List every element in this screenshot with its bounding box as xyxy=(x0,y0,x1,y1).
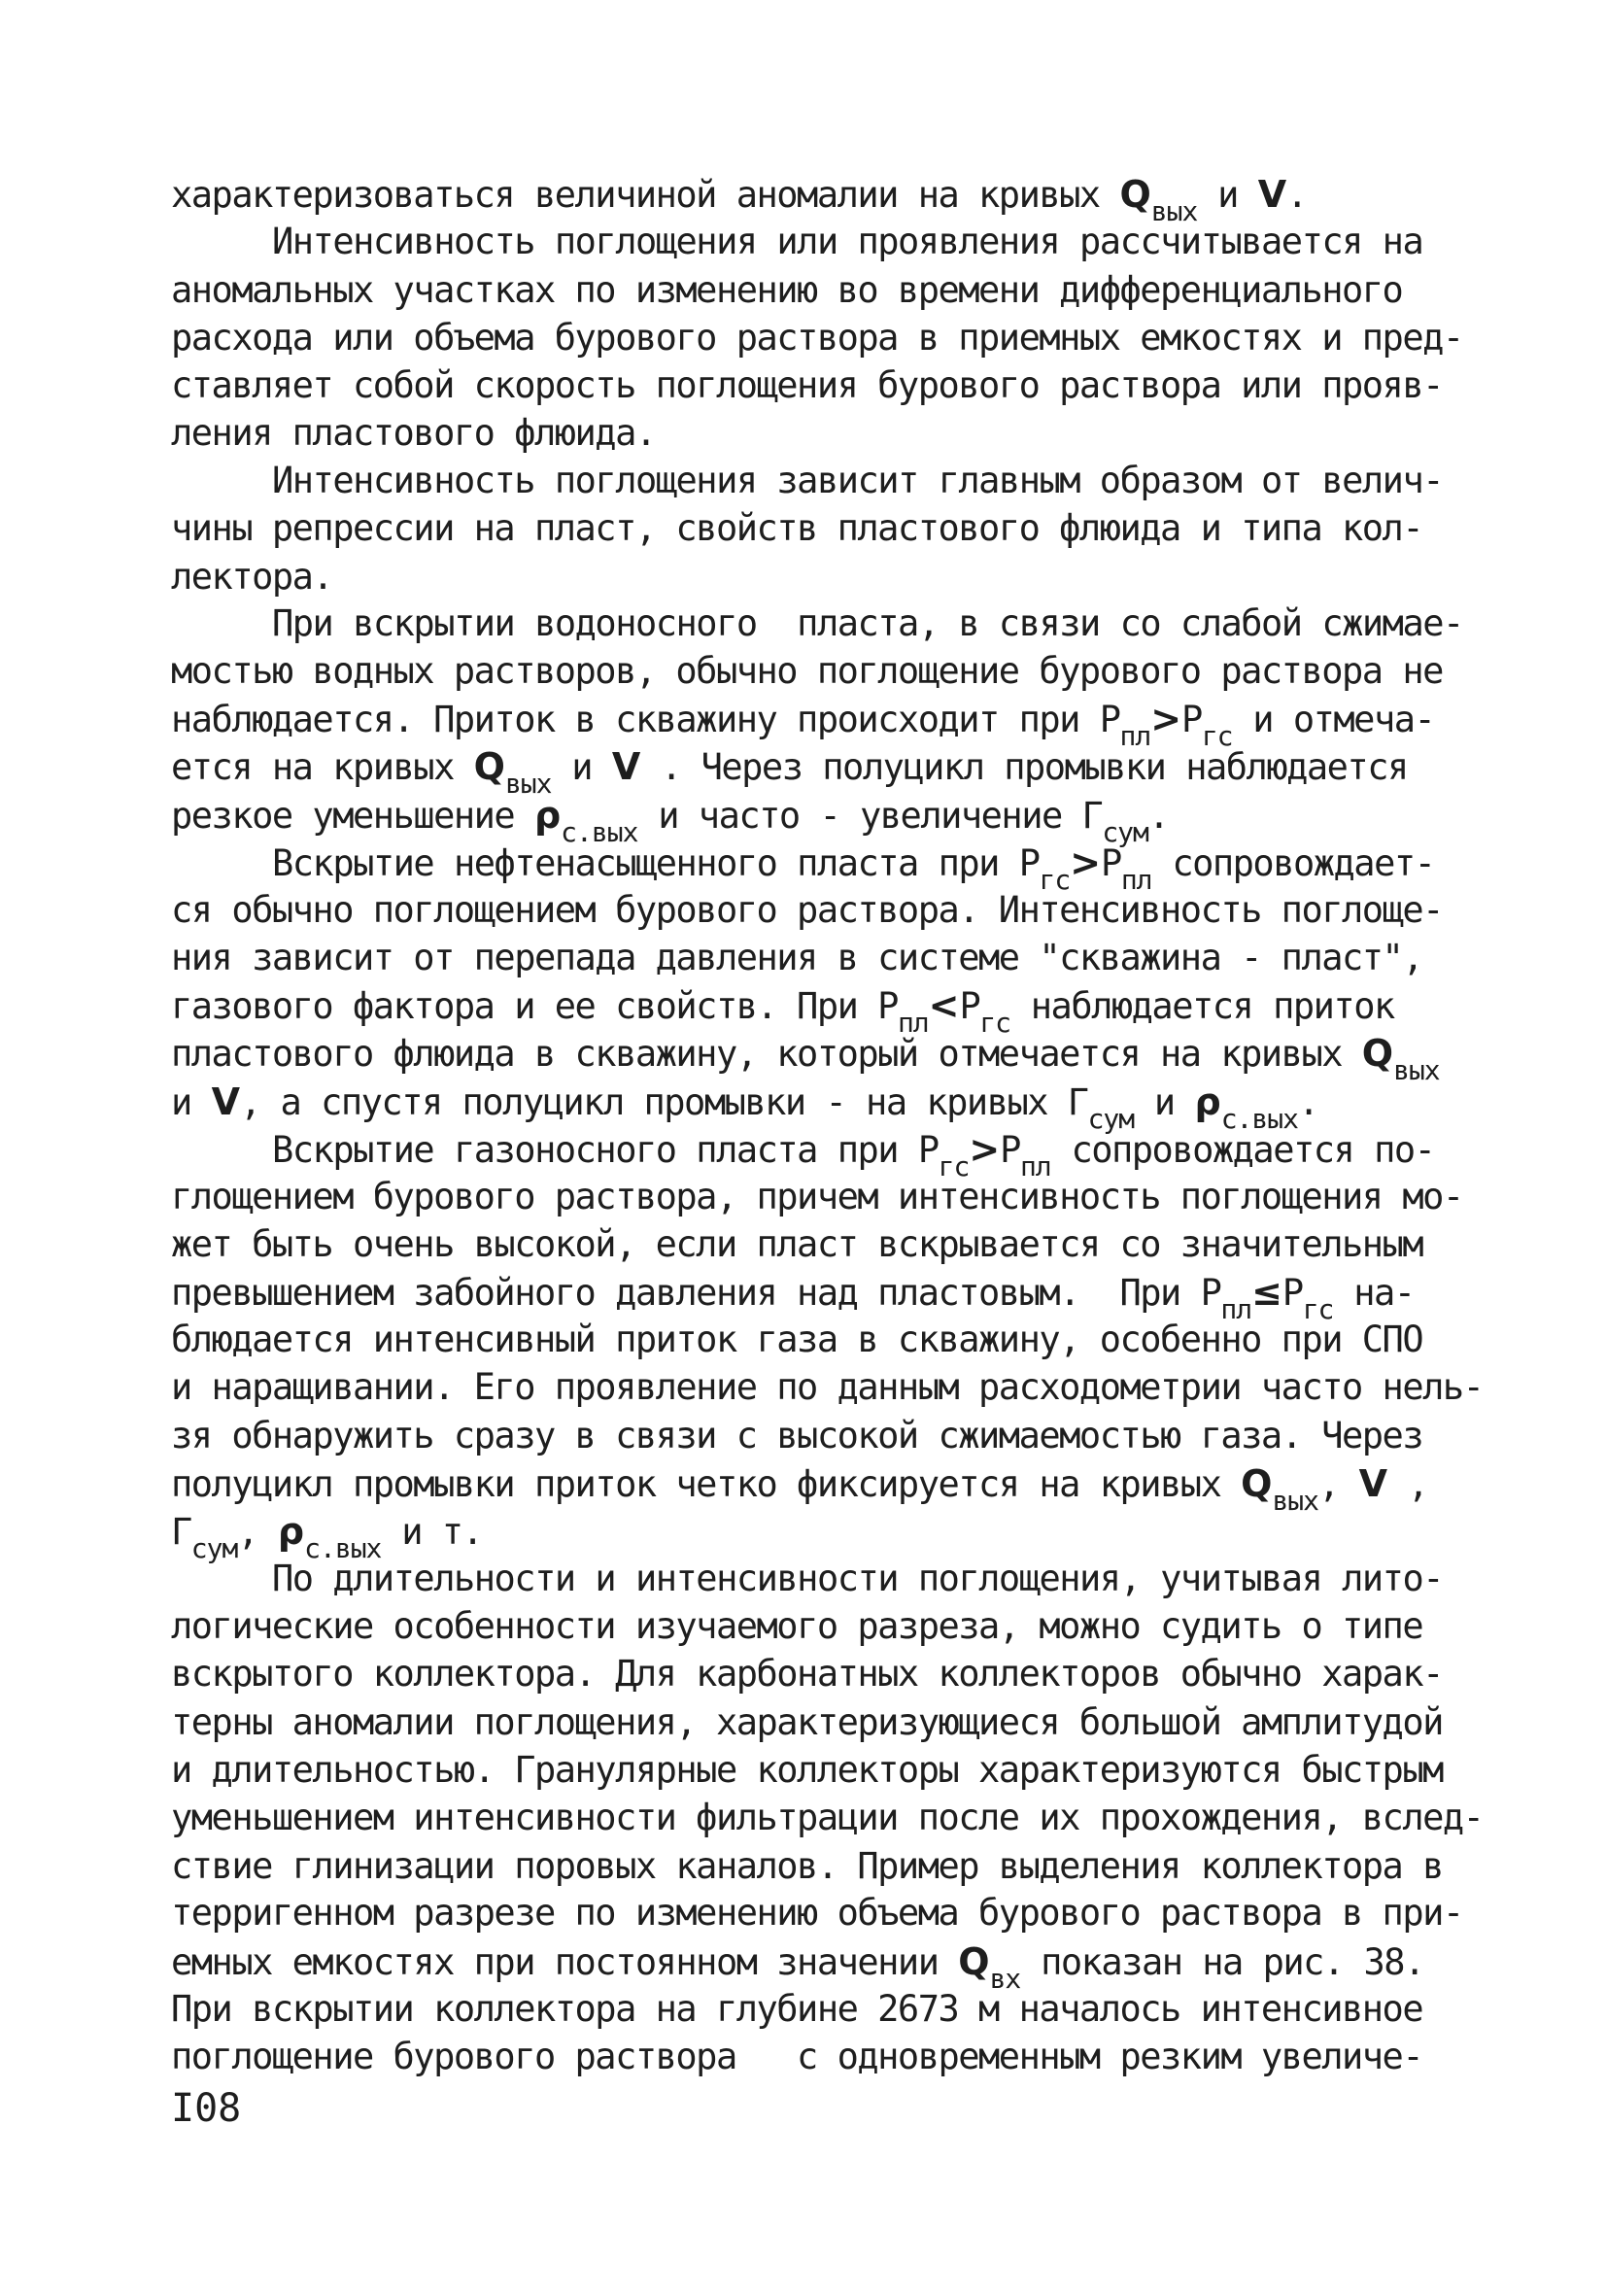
symbol: V xyxy=(1257,173,1287,216)
subscript: гс xyxy=(1302,1293,1334,1325)
text-run: Р xyxy=(1101,842,1121,884)
text-line xyxy=(171,1795,1483,1841)
text-run: сопровождается по- xyxy=(1050,1129,1435,1171)
text-run: и длительностью. Гранулярные коллекторы характеризуются быстрым xyxy=(171,1749,1443,1791)
text-run: и часто - увеличение Г xyxy=(637,795,1103,837)
text-line xyxy=(272,219,1422,265)
text-run: ления пластового флюида. xyxy=(171,412,656,454)
text-run: чины репрессии на пласт, свойств пластового флюида и типа кол- xyxy=(171,507,1423,549)
text-line xyxy=(272,1126,1435,1182)
text-run: Интенсивность поглощения или проявления рассчитывается на xyxy=(272,221,1423,262)
text-line xyxy=(171,792,1169,848)
text-run: мостью водных растворов, обычно поглощение бурового раствора не xyxy=(171,650,1443,692)
text-run: По длительности и интенсивности поглощения, учитывая лито- xyxy=(272,1558,1444,1599)
text-run: , xyxy=(1387,1463,1428,1505)
text-run: , xyxy=(237,1511,278,1553)
subscript: вых xyxy=(1150,195,1198,227)
text-run: Вскрытие газоносного пласта при Р xyxy=(272,1129,939,1171)
text-run: ставляет собой скорость поглощения бурового раствора или прояв- xyxy=(171,364,1443,406)
text-run: . Через полуцикл промывки наблюдается xyxy=(640,746,1408,788)
symbol: ρ xyxy=(1194,1080,1221,1123)
text-run: и т. xyxy=(381,1511,483,1553)
symbol: > xyxy=(1070,841,1102,884)
text-run: пластового флюида в скважину, который отмечается на кривых xyxy=(171,1033,1362,1075)
text-run: Вскрытие нефтенасыщенного пласта при Р xyxy=(272,842,1040,884)
text-run: аномальных участках по изменению во времени дифференциального xyxy=(171,269,1403,311)
text-line xyxy=(171,1317,1422,1363)
subscript: сум xyxy=(190,1532,238,1564)
symbol: V xyxy=(211,1080,240,1123)
subscript: вых xyxy=(1393,1054,1440,1086)
text-line xyxy=(272,840,1435,896)
text-line xyxy=(171,1174,1463,1220)
symbol: Q xyxy=(1241,1462,1273,1505)
text-line xyxy=(171,1986,1422,2033)
text-line xyxy=(171,505,1422,552)
text-run: ся обычно поглощением бурового раствора. Интенсивность поглоще- xyxy=(171,889,1443,931)
symbol: ρ xyxy=(533,794,562,837)
symbol: V xyxy=(1358,1462,1387,1505)
text-line xyxy=(171,1603,1422,1650)
text-run: терны аномалии поглощения, характеризующиеся большой амплитудой xyxy=(171,1701,1443,1743)
text-run: , а спустя полуцикл промывки - на кривых Г xyxy=(239,1081,1088,1123)
text-line xyxy=(171,2034,1422,2080)
text-line xyxy=(171,1508,483,1564)
text-run: . xyxy=(1286,174,1307,216)
text-line xyxy=(171,1938,1424,1995)
text-run: уменьшением интенсивности фильтрации после их прохождения, вслед- xyxy=(171,1797,1484,1838)
subscript: пл xyxy=(897,1007,929,1039)
text-run: ствие глинизации поровых каналов. Пример выделения коллектора в xyxy=(171,1845,1443,1887)
subscript: пл xyxy=(1119,720,1151,752)
text-line xyxy=(272,1556,1443,1602)
text-run: и xyxy=(1134,1081,1195,1123)
text-line xyxy=(171,267,1402,314)
subscript: вых xyxy=(504,768,552,800)
symbol: > xyxy=(969,1128,1001,1171)
subscript: гс xyxy=(1039,864,1071,896)
text-run: показан на рис. 38. xyxy=(1020,1941,1424,1983)
text-run: наблюдается приток xyxy=(1010,985,1394,1027)
text-line xyxy=(171,1651,1443,1697)
text-run: ния зависит от перепада давления в системе "скважина - пласт", xyxy=(171,937,1423,978)
text-run: на- xyxy=(1333,1272,1415,1314)
text-run: Р xyxy=(1000,1129,1020,1171)
text-run: и xyxy=(1197,174,1258,216)
subscript: с.вых xyxy=(561,816,638,848)
text-line xyxy=(171,648,1443,695)
text-run: и xyxy=(551,746,612,788)
text-line xyxy=(171,554,332,600)
symbol: Q xyxy=(1119,173,1151,216)
text-run: глощением бурового раствора, причем интенсивность поглощения мо- xyxy=(171,1176,1463,1217)
text-run: превышением забойного давления над пластовым. При Р xyxy=(171,1272,1221,1314)
text-run: Р xyxy=(1181,699,1202,740)
text-run: вскрытого коллектора. Для карбонатных коллекторов обычно харак- xyxy=(171,1653,1443,1695)
subscript: с.вых xyxy=(304,1532,382,1564)
text-line xyxy=(171,1364,1483,1411)
text-line xyxy=(171,1030,1440,1086)
text-run: и отмеча- xyxy=(1232,699,1435,740)
subscript: вх xyxy=(989,1963,1021,1995)
text-line xyxy=(171,1221,1422,1268)
text-run: зя обнаружить сразу в связи с высокой сжимаемостью газа. Через xyxy=(171,1415,1423,1456)
text-run: поглощение бурового раствора с одновременным резким увеличе- xyxy=(171,2036,1423,2077)
text-run: жет быть очень высокой, если пласт вскрывается со значительным xyxy=(171,1223,1423,1265)
text-line xyxy=(171,1747,1443,1794)
text-line xyxy=(272,600,1463,647)
text-line xyxy=(171,1079,1318,1135)
text-run: Г xyxy=(171,1511,191,1553)
subscript: вых xyxy=(1272,1485,1319,1517)
subscript: сум xyxy=(1087,1103,1135,1135)
text-line xyxy=(171,1269,1415,1325)
text-run: , xyxy=(1318,1463,1359,1505)
subscript: пл xyxy=(1220,1293,1252,1325)
text-line xyxy=(272,458,1443,504)
text-run: и xyxy=(171,1081,212,1123)
text-line xyxy=(171,935,1422,981)
text-run: блюдается интенсивный приток газа в скважину, особенно при СПО xyxy=(171,1319,1423,1360)
text-run: терригенном разрезе по изменению объема бурового раствора в при- xyxy=(171,1892,1463,1934)
text-line xyxy=(171,1413,1422,1459)
symbol: ρ xyxy=(277,1510,305,1553)
text-line xyxy=(171,1843,1443,1890)
text-run: . xyxy=(1147,795,1169,837)
symbol: Q xyxy=(958,1940,990,1983)
text-run: наблюдается. Приток в скважину происходит при Р xyxy=(171,699,1120,740)
text-run: Интенсивность поглощения зависит главным образом от велич- xyxy=(272,460,1444,501)
text-run: сопровождает- xyxy=(1151,842,1435,884)
text-run: полуцикл промывки приток четко фиксируется на кривых xyxy=(171,1463,1242,1505)
text-line xyxy=(171,743,1408,800)
subscript: гс xyxy=(938,1150,970,1182)
subscript: сум xyxy=(1102,816,1148,848)
text-line xyxy=(171,362,1443,409)
subscript: с.вых xyxy=(1220,1103,1298,1135)
text-run: При вскрытии водоносного пласта, в связи со слабой сжимае- xyxy=(272,602,1463,644)
symbol: < xyxy=(928,984,960,1027)
symbol: Q xyxy=(473,745,505,788)
text-line xyxy=(171,696,1435,752)
text-line xyxy=(171,982,1394,1039)
text-line xyxy=(171,887,1443,934)
subscript: пл xyxy=(1120,864,1152,896)
text-line xyxy=(171,171,1307,227)
text-line xyxy=(171,410,656,457)
text-run: При вскрытии коллектора на глубине 2673 м началось интенсивное xyxy=(171,1988,1423,2030)
text-run: . xyxy=(1297,1081,1318,1123)
text-run: и наращивании. Его проявление по данным расходометрии часто нель- xyxy=(171,1366,1484,1408)
text-line xyxy=(171,315,1463,361)
text-run: Р xyxy=(1281,1272,1303,1314)
symbol: V xyxy=(611,745,641,788)
text-run: емных емкостях при постоянном значении xyxy=(171,1941,959,1983)
text-run: лектора. xyxy=(171,556,333,598)
text-line xyxy=(171,1699,1443,1746)
text-run: ется на кривых xyxy=(171,746,474,788)
symbol: ≤ xyxy=(1251,1271,1282,1314)
text-run: характеризоваться величиной аномалии на кривых xyxy=(171,174,1120,216)
symbol: Q xyxy=(1361,1032,1394,1075)
text-run: резкое уменьшение xyxy=(171,795,534,837)
subscript: гс xyxy=(979,1007,1010,1039)
text-line xyxy=(171,1890,1463,1936)
symbol: > xyxy=(1150,698,1182,740)
text-line xyxy=(171,1460,1428,1517)
subscript: гс xyxy=(1201,720,1233,752)
subscript: пл xyxy=(1019,1150,1051,1182)
text-run: логические особенности изучаемого разреза, можно судить о типе xyxy=(171,1605,1423,1647)
page-number: I08 xyxy=(171,2086,242,2131)
text-run: расхода или объема бурового раствора в приемных емкостях и пред- xyxy=(171,317,1463,359)
text-run: Р xyxy=(959,985,980,1027)
text-run: газового фактора и ее свойств. При Р xyxy=(171,985,898,1027)
